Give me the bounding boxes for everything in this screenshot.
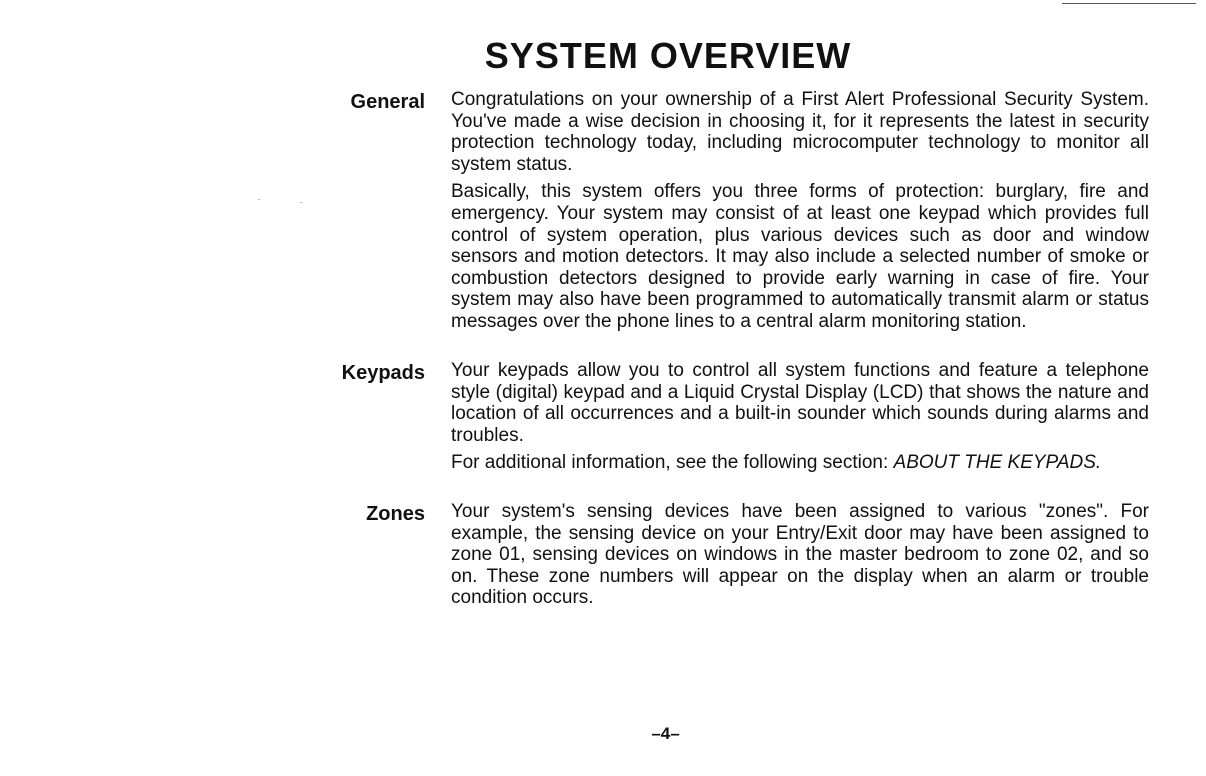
- keypads-reference-lead: For additional information, see the following section:: [451, 452, 894, 474]
- keypads-paragraph-reference: [451, 452, 1149, 474]
- scan-speck: [300, 202, 302, 203]
- section-label-zones: Zones: [366, 503, 425, 525]
- zones-paragraph-description: Your system's sensing devices have been assigned to various "zones". For example, the sensing device on your Entry/Exit door may have been assigned to zone 01, sensing devices on windows in the master bedroom to zone 02, and so on. These zone numbers will appear on the display when an alarm or trouble condition occurs.: [451, 501, 1149, 609]
- keypads-paragraph-description: Your keypads allow you to control all system functions and feature a telephone style (digital) keypad and a Liquid Crystal Display (LCD) that shows the nature and location of all occurrences and a built-in sounder which sounds during alarms and troubles.: [451, 360, 1149, 446]
- page-number: –4–: [651, 724, 680, 743]
- section-body-keypads: [451, 360, 1149, 480]
- section-label-general: General: [350, 91, 425, 113]
- page-title: SYSTEM OVERVIEW: [484, 35, 852, 76]
- section-body-zones: [451, 501, 1149, 615]
- general-paragraph-intro: Congratulations on your ownership of a First Alert Professional Security System. You've made a wise decision in choosing it, for it represents the latest in security protection technology today, including microcomputer technology to monitor all system status.: [451, 89, 1149, 175]
- top-rule-divider: [1062, 3, 1196, 4]
- section-label-keypads: Keypads: [341, 362, 425, 384]
- keypads-reference-section-name: ABOUT THE KEYPADS.: [893, 452, 1102, 474]
- scan-speck: [258, 199, 260, 200]
- general-paragraph-protection: Basically, this system offers you three forms of protection: burglary, fire and emergency. Your system may consist of at least one keypad which provides full control of system operation, plus various devices such as door and window sensors and motion detectors. It may also include a selected number of smoke or combustion detectors designed to provide early warning in case of fire. Your system may also have been programmed to automatically transmit alarm or status messages over the phone lines to a central alarm monitoring station.: [451, 181, 1149, 332]
- section-body-general: [451, 89, 1149, 339]
